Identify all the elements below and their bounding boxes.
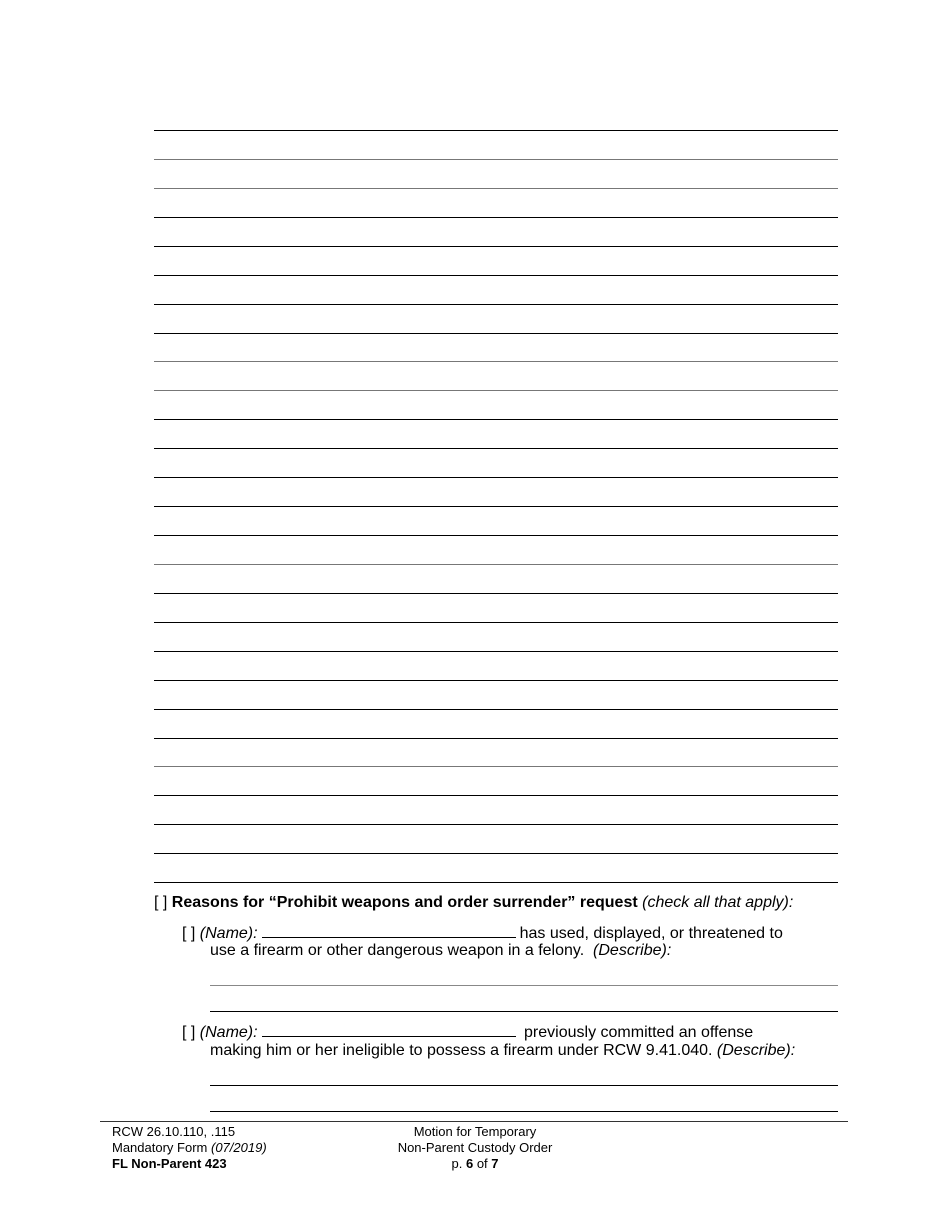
- footer-divider: [100, 1121, 848, 1122]
- footer-left: [112, 1124, 267, 1172]
- item-2-name-field[interactable]: [262, 1022, 516, 1037]
- writing-line[interactable]: [154, 738, 838, 739]
- writing-line[interactable]: [154, 477, 838, 478]
- item-2-text: previously committed an offense: [524, 1024, 754, 1041]
- writing-line[interactable]: [154, 217, 838, 218]
- item-1-line1: [182, 923, 783, 943]
- name-label: (Name):: [199, 925, 258, 942]
- item-2-describe-line[interactable]: [210, 1111, 838, 1112]
- writing-line[interactable]: [154, 651, 838, 652]
- writing-line[interactable]: [154, 130, 838, 131]
- writing-line[interactable]: [154, 448, 838, 449]
- writing-line[interactable]: [154, 246, 838, 247]
- item-2-line1: [182, 1022, 753, 1042]
- item-1-text: has used, displayed, or threatened to: [519, 925, 783, 942]
- writing-line[interactable]: [154, 824, 838, 825]
- item-2-checkbox[interactable]: [ ]: [182, 1024, 196, 1041]
- footer-form-number: FL Non-Parent 423: [112, 1156, 227, 1171]
- item-1-name-field[interactable]: [262, 923, 516, 938]
- item-1-describe-line[interactable]: [210, 985, 838, 986]
- writing-line[interactable]: [154, 361, 838, 362]
- footer-center: [375, 1124, 575, 1172]
- footer-title-2: Non-Parent Custody Order: [397, 1140, 553, 1155]
- writing-line[interactable]: [154, 390, 838, 391]
- writing-line[interactable]: [154, 853, 838, 854]
- writing-line[interactable]: [154, 680, 838, 681]
- footer-mandatory-label: Mandatory Form: [112, 1140, 208, 1155]
- item-1-text2: use a firearm or other dangerous weapon in a felony.: [210, 942, 585, 959]
- writing-line[interactable]: [154, 159, 838, 160]
- name-label: (Name):: [199, 1024, 258, 1041]
- item-2-describe-line[interactable]: [210, 1085, 838, 1086]
- footer-date: (07/2019): [211, 1140, 267, 1155]
- writing-line[interactable]: [154, 535, 838, 536]
- footer-rcw: RCW 26.10.110, .115: [112, 1124, 236, 1139]
- writing-line[interactable]: [154, 882, 838, 883]
- writing-line[interactable]: [154, 304, 838, 305]
- footer-mandatory: [112, 1140, 267, 1156]
- item-2-line2: [210, 1042, 795, 1060]
- describe-label: (Describe):: [593, 942, 672, 959]
- page-of: of: [476, 1156, 488, 1171]
- writing-line[interactable]: [154, 275, 838, 276]
- writing-line[interactable]: [154, 506, 838, 507]
- section-heading: [154, 894, 793, 912]
- writing-line[interactable]: [154, 188, 838, 189]
- writing-line[interactable]: [154, 593, 838, 594]
- writing-line[interactable]: [154, 766, 838, 767]
- writing-line[interactable]: [154, 709, 838, 710]
- describe-label: (Describe):: [716, 1042, 796, 1059]
- page-prefix: p.: [451, 1156, 463, 1171]
- item-1-describe-line[interactable]: [210, 1011, 838, 1012]
- writing-line[interactable]: [154, 795, 838, 796]
- item-1-checkbox[interactable]: [ ]: [182, 925, 196, 942]
- section-checkbox[interactable]: [ ]: [154, 894, 168, 911]
- page-number: 6: [465, 1156, 474, 1171]
- item-1-line2: [210, 942, 671, 960]
- writing-line[interactable]: [154, 622, 838, 623]
- footer-page: [375, 1156, 575, 1172]
- section-title: Reasons for “Prohibit weapons and order surrender” request: [171, 894, 638, 911]
- section-note: (check all that apply):: [642, 894, 794, 911]
- writing-line[interactable]: [154, 333, 838, 334]
- page-total: 7: [491, 1156, 499, 1171]
- item-2-text2: making him or her ineligible to possess a firearm under RCW 9.41.040.: [210, 1042, 713, 1059]
- writing-line[interactable]: [154, 419, 838, 420]
- writing-line[interactable]: [154, 564, 838, 565]
- footer-title-1: Motion for Temporary: [413, 1124, 537, 1139]
